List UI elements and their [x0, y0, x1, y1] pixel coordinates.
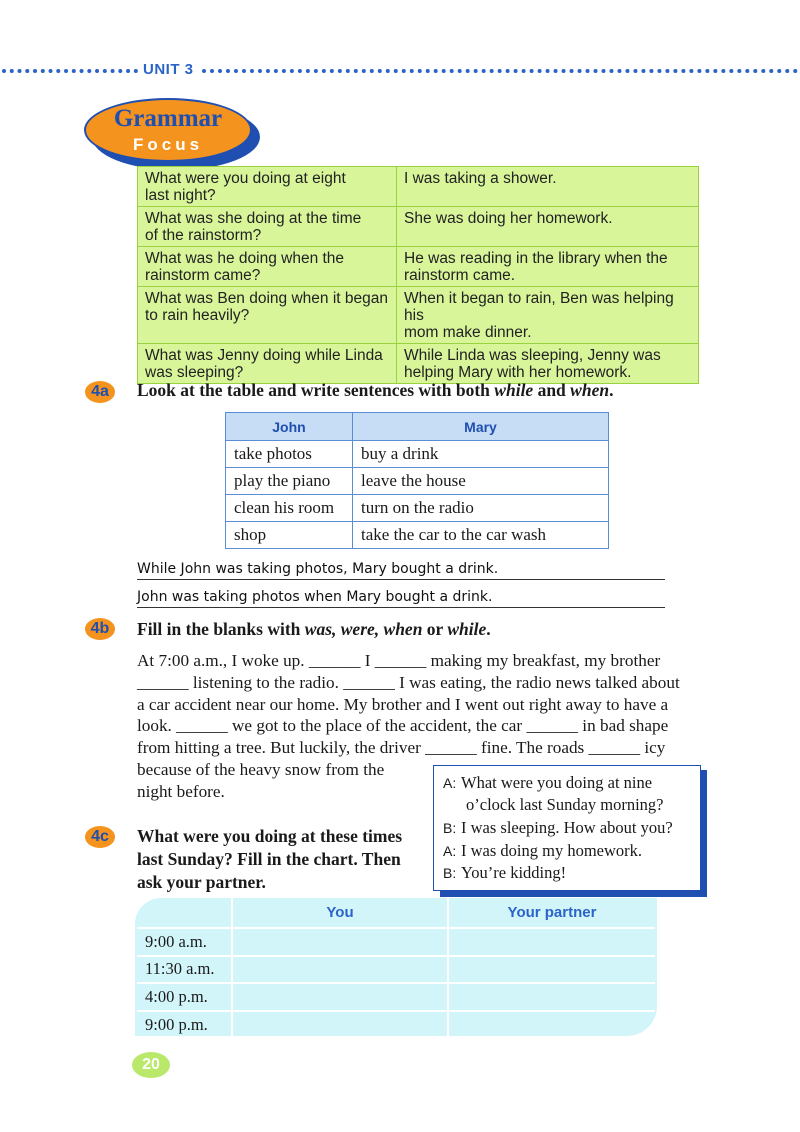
dialogue-line	[443, 795, 664, 815]
question-line: What was he doing when the	[145, 250, 345, 267]
grammar-row	[138, 344, 699, 384]
paragraph-line: because of the heavy snow from the	[137, 760, 385, 779]
you-answer-cell[interactable]	[232, 928, 448, 956]
dialogue-text: You’re kidding!	[461, 863, 567, 882]
question-line: What was Jenny doing while Linda	[145, 347, 383, 364]
answer-line: mom make dinner.	[404, 324, 532, 341]
grammar-question	[138, 167, 397, 207]
exercise-4c-instruction	[137, 825, 402, 894]
chart-row	[137, 983, 655, 1011]
you-answer-cell[interactable]	[232, 1011, 448, 1039]
header-dotted-line-left	[2, 69, 138, 73]
partner-answer-cell[interactable]	[448, 928, 655, 956]
grammar-row	[138, 207, 699, 247]
time-cell: 11:30 a.m.	[137, 956, 232, 984]
table-row	[226, 495, 609, 522]
dialogue-text: What were you doing at nine	[461, 773, 653, 792]
exercise-4b-marker: 4b	[85, 618, 115, 640]
exercise-4a-marker: 4a	[85, 381, 115, 403]
page-number: 20	[132, 1052, 170, 1078]
partner-answer-cell[interactable]	[448, 956, 655, 984]
mary-activity-cell: take the car to the car wash	[353, 522, 609, 549]
john-activity-cell: play the piano	[226, 468, 353, 495]
grammar-question	[138, 247, 397, 287]
john-activity-cell: take photos	[226, 441, 353, 468]
column-header-john: John	[226, 413, 353, 441]
answer-line: I was taking a shower.	[404, 170, 557, 187]
chart-row	[137, 928, 655, 956]
instruction-keyword: when	[570, 380, 610, 400]
john-mary-table	[225, 412, 609, 549]
header-dotted-line-right	[202, 69, 798, 73]
instruction-keyword: while	[494, 380, 534, 400]
instruction-text: Fill in the blanks with	[137, 619, 305, 639]
question-line: What was she doing at the time	[145, 210, 362, 227]
dialogue-speaker: B:	[443, 865, 457, 881]
grammar-row	[138, 287, 699, 344]
dialogue-speaker: A:	[443, 843, 457, 859]
john-activity-cell: clean his room	[226, 495, 353, 522]
question-line: of the rainstorm?	[145, 227, 262, 244]
question-line: last night?	[145, 187, 216, 204]
question-line: What was Ben doing when it began	[145, 290, 388, 307]
example-sentence-2: John was taking photos when Mary bought a drink.	[137, 589, 665, 608]
example-sentence-1: While John was taking photos, Mary bought a drink.	[137, 561, 665, 580]
john-activity-cell: shop	[226, 522, 353, 549]
column-header-mary: Mary	[353, 413, 609, 441]
paragraph-line: At 7:00 a.m., I woke up. ______ I ______ making my breakfast, my brother	[137, 651, 661, 670]
answer-line: rainstorm came.	[404, 267, 516, 284]
dialogue-line	[443, 773, 652, 793]
grammar-focus-badge	[84, 98, 252, 162]
answer-line: He was reading in the library when the	[404, 250, 668, 267]
instruction-text: Look at the table and write sentences with both	[137, 380, 495, 400]
paragraph-line: a car accident near our home. My brother and I went out right away to have a	[137, 694, 669, 714]
question-line: was sleeping?	[145, 364, 244, 381]
instruction-keyword: was, were, when	[304, 619, 423, 639]
dialogue-line	[443, 841, 642, 861]
exercise-4b-instruction	[137, 619, 491, 640]
activity-chart	[137, 898, 655, 1038]
cloze-paragraph-tail	[137, 759, 427, 803]
grammar-focus-subtitle: Focus	[132, 135, 204, 154]
paragraph-line: ______ listening to the radio. ______ I was eating, the radio news talked about	[137, 672, 680, 692]
paragraph-line: look. ______ we got to the place of the accident, the car ______ in bad shape	[137, 716, 669, 736]
chart-row	[137, 1011, 655, 1039]
partner-answer-cell[interactable]	[448, 983, 655, 1011]
paragraph-line: from hitting a tree. But luckily, the driver ______ fine. The roads ______ icy	[137, 738, 666, 758]
time-cell: 9:00 p.m.	[137, 1011, 232, 1039]
column-header-you: You	[232, 898, 448, 928]
instruction-text: .	[609, 380, 614, 400]
dialogue-speaker: B:	[443, 820, 457, 836]
instruction-line: ask your partner.	[137, 872, 266, 892]
grammar-row	[138, 247, 699, 287]
exercise-4a-instruction	[137, 380, 613, 401]
instruction-line: What were you doing at these times	[137, 826, 403, 846]
column-header-time	[137, 898, 232, 928]
you-answer-cell[interactable]	[232, 983, 448, 1011]
grammar-focus-title: Grammar	[113, 105, 223, 132]
cloze-paragraph	[137, 650, 702, 759]
instruction-line: last Sunday? Fill in the chart. Then	[137, 849, 401, 869]
you-answer-cell[interactable]	[232, 956, 448, 984]
answer-line: helping Mary with her homework.	[404, 364, 632, 381]
grammar-question	[138, 287, 397, 344]
paragraph-line: night before.	[137, 781, 225, 801]
grammar-question	[138, 207, 397, 247]
dialogue-text: o’clock last Sunday morning?	[466, 795, 664, 814]
dialogue-text: I was doing my homework.	[461, 841, 643, 860]
dialogue-box	[433, 765, 701, 891]
grammar-focus-table	[137, 166, 699, 384]
answer-line: She was doing her homework.	[404, 210, 613, 227]
grammar-answer	[397, 344, 699, 384]
column-header-partner: Your partner	[448, 898, 655, 928]
grammar-answer	[397, 207, 699, 247]
instruction-text: or	[422, 619, 448, 639]
grammar-question	[138, 344, 397, 384]
mary-activity-cell: buy a drink	[353, 441, 609, 468]
dialogue-speaker: A:	[443, 775, 457, 791]
question-line: rainstorm came?	[145, 267, 261, 284]
mary-activity-cell: leave the house	[353, 468, 609, 495]
time-cell: 9:00 a.m.	[137, 928, 232, 956]
table-row	[226, 441, 609, 468]
question-line: to rain heavily?	[145, 307, 250, 324]
grammar-answer	[397, 247, 699, 287]
dialogue-text: I was sleeping. How about you?	[461, 818, 673, 837]
grammar-answer	[397, 167, 699, 207]
grammar-row	[138, 167, 699, 207]
unit-label: UNIT 3	[143, 61, 194, 78]
time-cell: 4:00 p.m.	[137, 983, 232, 1011]
table-row	[226, 522, 609, 549]
instruction-text: .	[486, 619, 491, 639]
question-line: What were you doing at eight	[145, 170, 346, 187]
exercise-4c-marker: 4c	[85, 826, 115, 848]
instruction-text: and	[533, 380, 571, 400]
partner-answer-cell[interactable]	[448, 1011, 655, 1039]
dialogue-line	[443, 863, 566, 883]
dialogue-line	[443, 818, 673, 838]
answer-line: When it began to rain, Ben was helping his	[404, 290, 674, 324]
instruction-keyword: while	[447, 619, 487, 639]
table-row	[226, 468, 609, 495]
mary-activity-cell: turn on the radio	[353, 495, 609, 522]
grammar-answer	[397, 287, 699, 344]
answer-line: While Linda was sleeping, Jenny was	[404, 347, 661, 364]
chart-row	[137, 956, 655, 984]
